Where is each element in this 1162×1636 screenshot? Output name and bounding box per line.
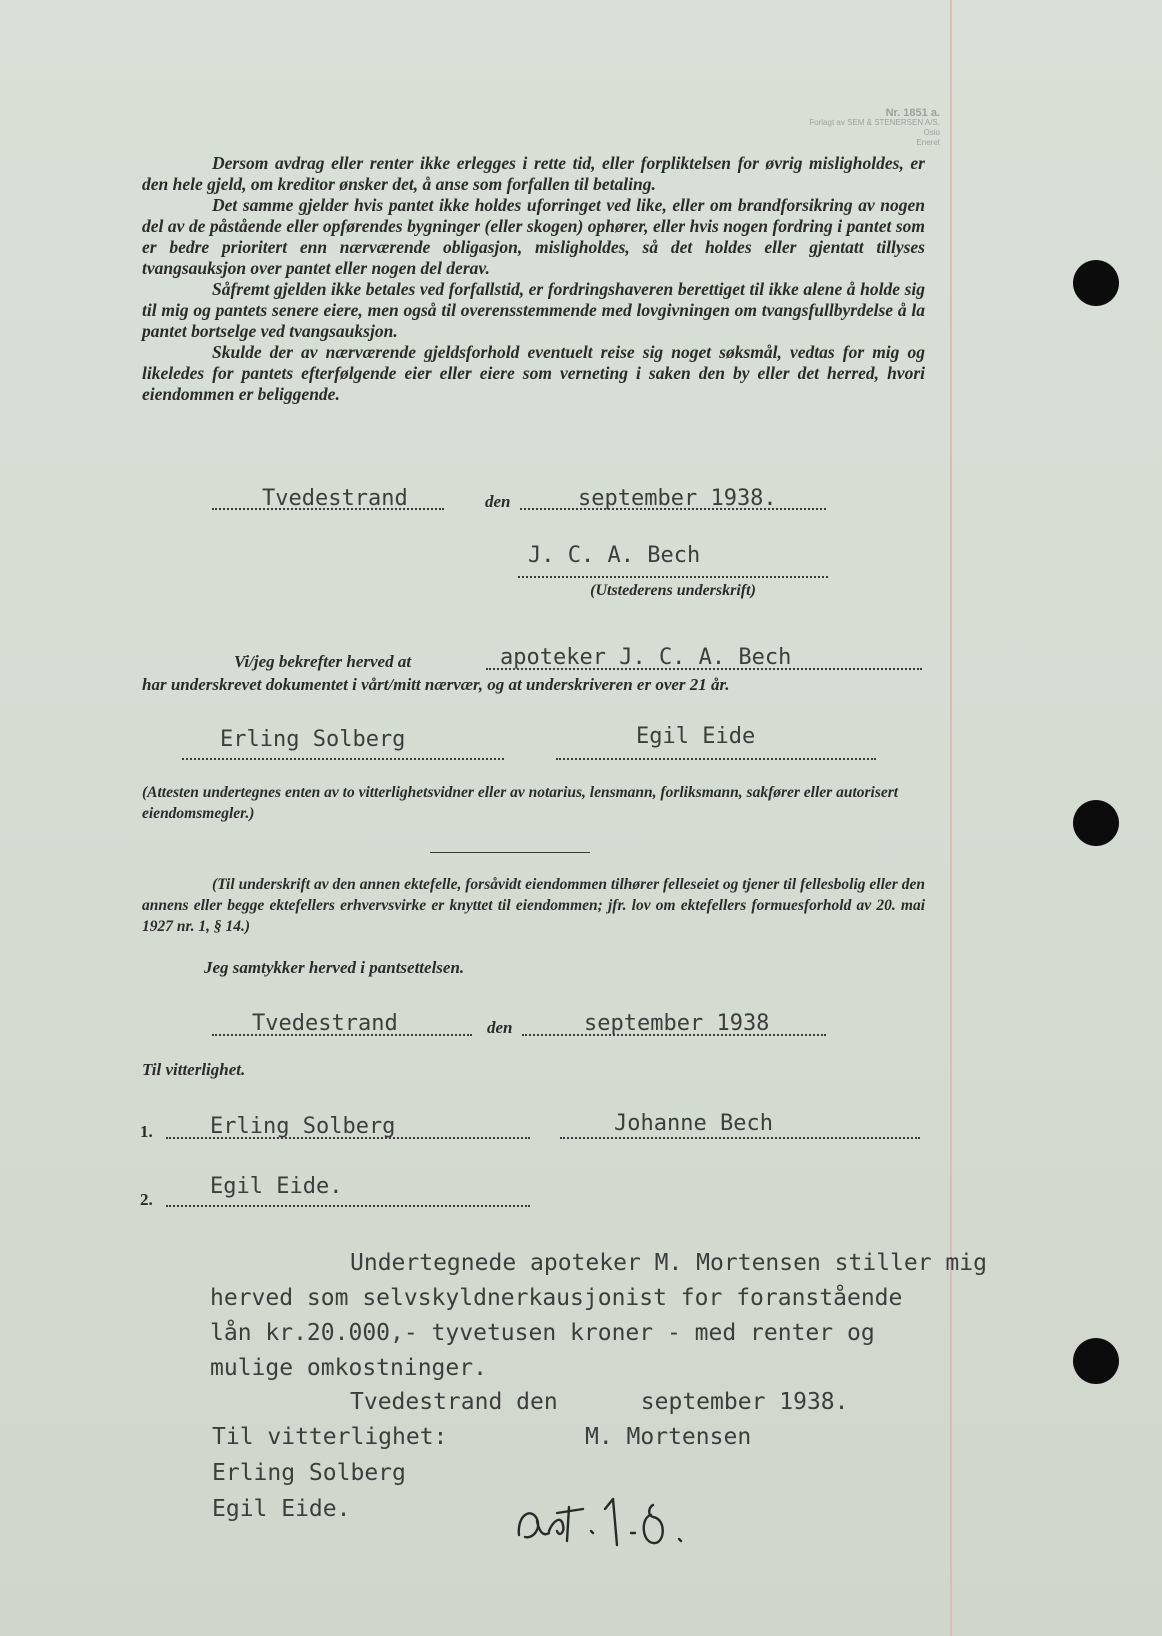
terms-text	[142, 153, 925, 405]
paragraph: Dersom avdrag eller renter ikke erlegges i rette tid, eller forpliktelsen for øvrig misligholdes, er den hele gjeld, om kreditor ønsker det, å anse som forfallen til betaling.	[142, 153, 925, 194]
consent-place: Tvedestrand	[252, 1011, 398, 1036]
guarantee-line: Undertegnede apoteker M. Mortensen stiller mig	[350, 1250, 987, 1276]
den-label: den	[485, 492, 511, 511]
annotation-strokes	[519, 1499, 681, 1545]
punch-hole	[1073, 1338, 1119, 1384]
guarantee-line: lån kr.20.000,- tyvetusen kroner - med renter og	[210, 1320, 875, 1346]
spouse-note: (Til underskrift av den annen ektefelle, forsåvidt eiendommen tilhører felleseiet og tjener til fellesbolig eller den annens eller begge ektefellers erhvervsvirke er knyttet til eiendommen; jfr. lov om ektefellers formuesforhold av 20. mai 1927 nr. 1, § 14.)	[142, 876, 925, 935]
witness-number: 2.	[140, 1190, 153, 1209]
consent-witness-2: Egil Eide.	[210, 1174, 343, 1199]
paragraph: Såfremt gjelden ikke betales ved forfallstid, er fordringshaveren berettiget til ikke alene å holde sig til mig og pantets senere eiere, men også til overensstemmende med lovgivningen om tvangsfullbyrdelse å la pantet bortselge ved tvangsauksjon.	[142, 279, 925, 341]
guarantee-line: mulige omkostninger.	[210, 1355, 487, 1381]
punch-hole	[1073, 800, 1119, 846]
signer-name: apoteker J. C. A. Bech	[500, 645, 792, 670]
consent-date: september 1938	[584, 1011, 770, 1036]
separator-rule	[430, 852, 590, 853]
signature-caption: (Utstederens underskrift)	[590, 582, 756, 599]
guarantor-signature: M. Mortensen	[585, 1424, 752, 1450]
punch-hole	[1073, 260, 1119, 306]
form-number: Nr. 1851 a.	[885, 107, 940, 119]
consent-witness-1: Erling Solberg	[210, 1114, 396, 1139]
confirm-label: Vi/jeg bekrefter herved at	[234, 652, 412, 671]
dotted-line	[556, 758, 876, 760]
consent-text: Jeg samtykker herved i pantsettelsen.	[204, 958, 465, 977]
confirm-witness-1: Erling Solberg	[220, 727, 406, 752]
issue-date: september 1938.	[578, 486, 777, 511]
dotted-line	[166, 1205, 530, 1207]
paragraph: Det samme gjelder hvis pantet ikke holdes uforringet ved like, eller om brandforsikring av nogen del av de påstående eller opførendes bygninger (eller skogen) ophører, eller hvis nogen fordring i pantet som er bedre prioritert enn nærværende obligasjon, misligholdes, så det holdes eller gjentatt tillyses tvangsauksjon over pantet eller nogen del derav.	[142, 195, 925, 278]
den-label: den	[487, 1018, 513, 1037]
guarantee-witness-1: Erling Solberg	[212, 1460, 406, 1486]
confirm-witness-2: Egil Eide	[636, 724, 756, 749]
spouse-signature: Johanne Bech	[614, 1111, 773, 1136]
witness-label: Til vitterlighet.	[142, 1060, 246, 1079]
dotted-line	[518, 576, 828, 578]
witness-number: 1.	[140, 1122, 153, 1141]
copyright-note: Eneret	[916, 138, 940, 147]
margin-rule	[950, 0, 952, 1636]
dotted-line	[560, 1137, 920, 1139]
attestation-note: (Attesten undertegnes enten av to vitterlighetsvidner eller av notarius, lensmann, forliksmann, sakfører eller autorisert eiendomsmegler.)	[142, 784, 899, 822]
issuer-signature: J. C. A. Bech	[528, 543, 701, 568]
issue-place: Tvedestrand	[262, 486, 408, 511]
publisher-stamp	[800, 108, 940, 148]
guarantee-witness-label: Til vitterlighet:	[212, 1424, 448, 1450]
dotted-line	[182, 758, 504, 760]
handwritten-annotation	[513, 1485, 693, 1555]
paragraph: Skulde der av nærværende gjeldsforhold eventuelt reise sig noget søksmål, vedtas for mig og likeledes for pantets efterfølgende eier eller eiere som verneting i saken den by eller det herred, hvori eiendommen er beliggende.	[142, 342, 925, 404]
guarantee-place-date: Tvedestrand den september 1938.	[350, 1389, 849, 1415]
confirm-line: har underskrevet dokumentet i vårt/mitt nærvær, og at underskriveren er over 21 år.	[142, 675, 730, 694]
publisher-name: Forlagt av SEM & STENERSEN A/S, Oslo	[809, 118, 940, 137]
guarantee-witness-2: Egil Eide.	[212, 1496, 351, 1522]
guarantee-line: herved som selvskyldnerkausjonist for foranstående	[210, 1285, 903, 1311]
